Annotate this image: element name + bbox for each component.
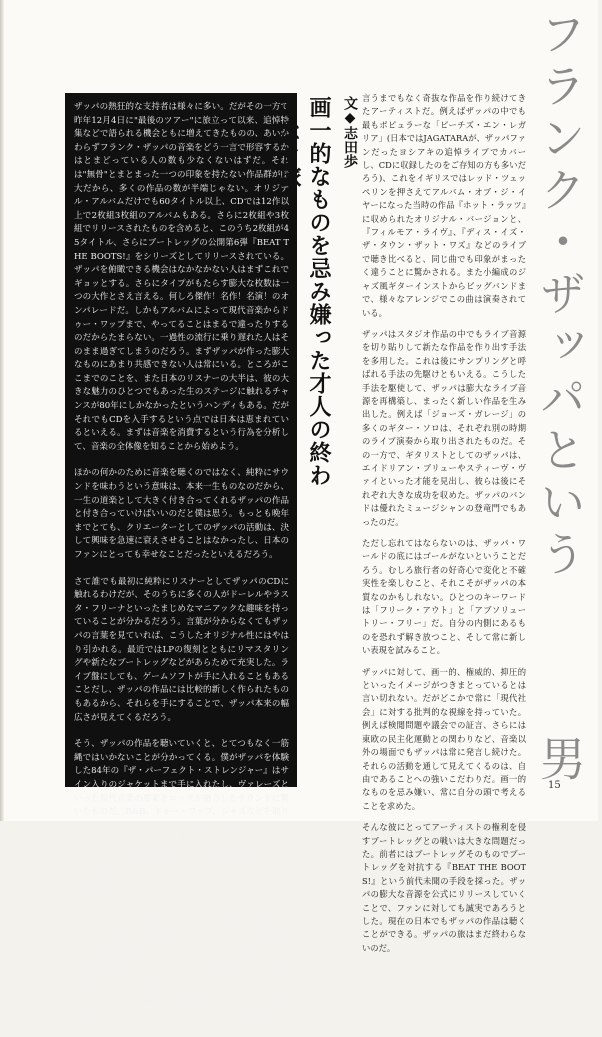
feature-title: フランク・ザッパという	[533, 10, 587, 582]
headline-block	[276, 96, 362, 506]
right-paragraph-2: ザッパはスタジオ作品の中でもライブ音源を切り貼りして新たな作品を作り出す手法を多用した。これは後にサンプリングと呼ばれる手法の先駆けともいえる。こうした手法を駆使して、ザッパは膨大なライブ音源を再構築し、まったく新しい作品を生み出した。例えば「ジョーズ・ガレージ」の多くのギター・ソロは、それぞれ別の時期のライブ演奏から取り出されたものだ。その一方で、ギタリストとしてのザッパは、エイドリアン・ブリューやスティーヴ・ヴァイといった才能を見出し、彼らは後にそれぞれ大きな成功を収めた。ザッパのバンドは優れたミュージシャンの登竜門でもあったのだ。	[362, 328, 526, 527]
left-paragraph-4: そう、ザッパの作品を聴いていくと、とてつもなく一筋縄ではいかないことが分かってくる。僕がザッパを体験した84年の『ザ・パーフェクト・ストレンジャー』はサイン入りのジャケットまで手に入れたし、ヴァレーズといった現代音楽の要素とロックが融合したサウンドに驚いたものだ。R&B、ドゥー・ワップ、ジャズなどを取り入れた、ザッパにしか作れない音楽の幅広さ。そしてそれ以上に、ザッパの才能に驚いた。「モンスター・マグネット」など現代音楽ともいえる作品群に比べると、タイトル通り「フリーク・アウト」は今でも強烈だが、60年代当時の状況を考えると、ザッパのオリジナリティの凄さが分かる。	[74, 739, 289, 899]
right-paragraph-1: 言うまでもなく奇抜な作品を作り続けてきたアーティストだ。例えばザッパの中でも最もポピュラーな「ピーチズ・エン・レガリア」(日本ではJAGATARAが、ザッパファンだったヨシアキの追悼ライブでカバーし、CDに収録したのをご存知の方も多いだろう)、これをイギリスではレッド・ツェッペリンを押さえてアルバム・オブ・ジ・イヤーになった当時の作品『ホット・ラッツ』に収められたオリジナル・バージョンと、『フィルモア・ライヴ』、『ディス・イズ・ザ・タウン・ザット・ワズ』などのライブで聴き比べると、同じ曲でも印象がまったく違うことに驚かされる。また小編成のジャズ風ギターインストからビッグバンドまで、様々なアレンジでこの曲は演奏されている。	[362, 93, 526, 318]
left-paragraph-5: ザッパの作品は膨大過ぎてむしろ触れる機会を逃しているのは残念だが、情報化社会になった今、その作品を聴くことは以前よりずっと容易になった。アルバム単位で捉えるのではなく、ライブも含めた膨大な音源として作品全体を見渡していくことで、ザッパが持っていた可能性に触れることが出来るだろう。思わず笑ってしまうようなユーモアと、厳しい批判精神、そして圧倒的な演奏技術。そのすべてがフランク・ザッパという男の魅力なのだ。	[74, 915, 289, 1034]
right-paragraph-4: ザッパに対して、画一的、権威的、抑圧的といったイメージがつきまとっているとは言い切れない。だがどこかで常に「現代社会」に対する批判的な視線を持っていた。例えば検閲問題や議会での証言、さらには東欧の民主化運動との関わりなど、音楽以外の場面でもザッパは常に発言し続けた。それらの活動を通して見えてくるのは、自由であることへの強いこだわりだ。画一的なものを忌み嫌い、常に自分の頭で考えることを求めた。	[362, 666, 526, 811]
right-paragraph-5: そんな彼にとってアーティストの権利を侵すブートレッグとの戦いは大きな問題だった。前者にはブートレッグそのものでブートレッグを対抗する『BEAT THE BOOTS!』という前代未聞の手段を採った。ザッパの膨大な音源を公式にリリースしていくことで、ファンに対しても誠実であろうとした。現在の日本でもザッパの作品は聴くことができる。ザッパの旅はまだ終わらないのだ。	[362, 822, 526, 953]
page-number: 15	[548, 780, 561, 791]
left-paragraph-2: ほかの何かのために音楽を聴くのではなく、純粋にサウンドを味わうという意味は、本来一生ものなのだから、一生の道楽として大きく付き合ってくれるザッパの作品と付き合っていけばいいのだと僕は思う。もっとも晩年までとても、クリエーターとしてのザッパの活動は、決して興味を急速に衰えさせることはなかったし、日本のファンにとっても幸せなことだったといえるだろう。	[74, 468, 289, 560]
left-paragraph-3: さて誰でも最初に純粋にリスナーとしてザッパのCDに触れるわけだが、そのうちに多くの人がドーレルやラスタ・フリーナといったまじめなマニアックな趣味を持っていることが分かるだろう。言葉が分からなくてもザッパの言葉を見ていれば、こうしたオリジナル性にはやはり引かれる。最近ではLPの復刻とともにリマスタリングや新たなブートレッグなどがあらためて充実した。ライブ盤にしても、ゲームソフトが手に入れることもあることだし、ザッパの作品には比較的新しく作られたものもあるから、それらを手にすることで、ザッパ本来の幅広さが見えてくるだろう。	[74, 576, 289, 723]
article-right-column	[362, 92, 526, 953]
byline: 文◆志田歩	[342, 96, 358, 168]
article-left-column	[65, 93, 297, 1034]
headline: 画一的なものを忌み嫌った才人の終わりなき旅	[276, 96, 332, 487]
left-paragraph-1: ザッパの熱狂的な支持者は様々に多い。だがその一方で昨年12月4日に"最後のツアー"に旅立って以来、追悼特集などで語られる機会ともに増えてきたものの、あいかわらずフランク・ザッパの音楽をどう一言で形容するかはとまどっている人の数も少なくないはずだ。それは"無骨"とまとまった一つの印象を持たない作品群が膨大だから、多くの作品の数が半端じゃない。オリジナル・アルバムだけでも60タイトル以上、CDでは12作以上で2枚組3枚組のアルバムもある。さらに2枚組や3枚組でリリースされたものを含めると、このうち2枚組が45タイトル、さらにブートレッグの公開第6弾『BEAT THE BOOTS!』をシリーズとしてリリースされている。ザッパを俯瞰できる機会はなかなかない人はまずこれでギョッとする。さらにタイプがもたらす膨大な枚数は一つの大作とさえ言える。何しろ傑作！名作！名演！のオンパレードだ。しかもアルバムによって現代音楽からドゥー・ワップまで、やってることはまるで違ったりするのだからたまらない。一過性の流行に乗り遅れた人はそのまま過ぎてしまうのだろう。まずザッパが作った膨大なものにあまり共感できない人は常にいる。ところがここまでのことを、また日本のリスナーの大半は、彼の大きな魅力のひとつでもあった生のステージに触れるチャンスが80年にしかなかったというハンディもある。だがそれでもCDを入手するという点では日本は恵まれているといえる。まずは音楽を消費するという行為を分析して、音楽の全体像を知ることから始めよう。	[74, 102, 289, 452]
right-paragraph-3: ただし忘れてはならないのは、ザッパ・ワールドの底にはゴールがないということだろう。むしろ旅行者の好奇心で変化と不確実性を楽しむこと、それこそがザッパの本質なのかもしれない。ひとつのキーワードは「フリーク・アウト」と「アブソリュートリー・フリー」だ。自分の内側にあるものを恐れず解き放つこと、そして常に新しい表現を試みること。	[362, 538, 526, 656]
feature-title-tail: 男	[533, 735, 587, 781]
